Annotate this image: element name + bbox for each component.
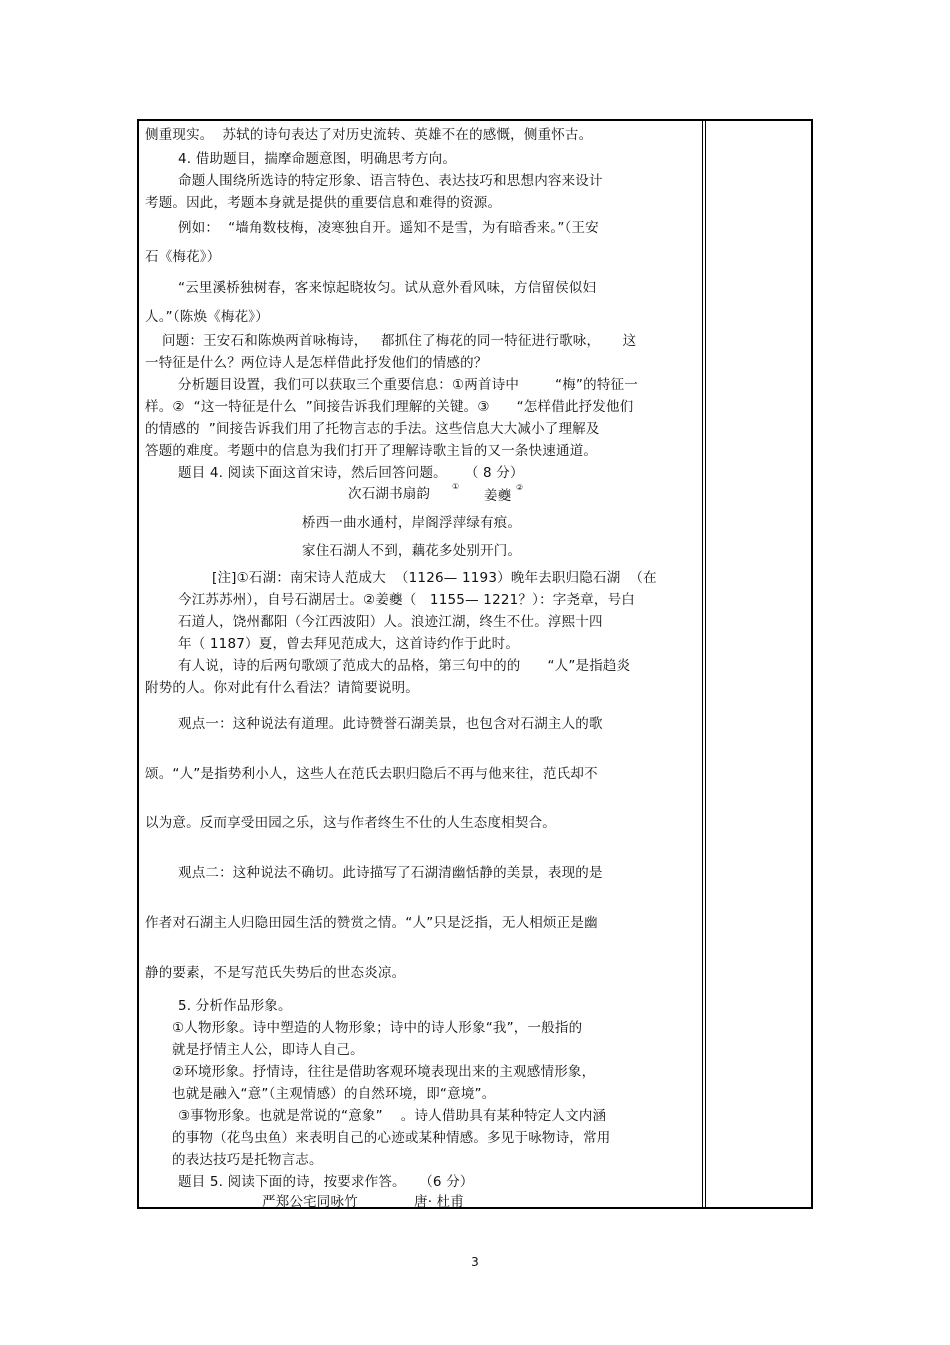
- text-line: ②环境形象。抒情诗，往往是借助客观环境表现出来的主观感情形象，: [172, 1064, 596, 1080]
- text-line: 分析题目设置，我们可以获取三个重要信息：①两首诗中 “梅”的特征一: [178, 377, 638, 393]
- answer-line: 颂。“人”是指势利小人，这些人在范氏去职归隐后不再与他来往，范氏却不: [145, 766, 598, 782]
- point-4-heading: 4. 借助题目，揣摩命题意图，明确思考方向。: [178, 151, 457, 167]
- text-line: 命题人围绕所选诗的特定形象、语言特色、表达技巧和思想内容来设计: [178, 173, 603, 189]
- text-line: 石《梅花》）: [145, 249, 221, 265]
- poem-author: 姜夔: [484, 488, 512, 504]
- text-line: 样。② “这一特征是什么 ”间接告诉我们理解的关键。③ “怎样借此抒发他们: [145, 399, 634, 415]
- text-line: 考题。因此，考题本身就是提供的重要信息和难得的资源。: [145, 195, 502, 211]
- text-line: 的表达技巧是托物言志。: [172, 1152, 323, 1168]
- answer-line: 以为意。反而享受田园之乐，这与作者终生不仕的人生态度相契合。: [145, 815, 556, 831]
- text-line: ③事物形象。也就是常说的“意象” 。诗人借助具有某种特定人文内涵: [178, 1108, 607, 1124]
- answer-line: 观点一：这种说法有道理。此诗赞誉石湖美景，也包含对石湖主人的歌: [178, 716, 603, 732]
- text-line: 的事物（花鸟虫鱼）来表明自己的心迹或某种情感。多见于咏物诗，常用: [172, 1130, 611, 1146]
- poem-line: 家住石湖人不到，藕花多处别开门。: [302, 543, 522, 559]
- text-line: 答题的难度。考题中的信息为我们打开了理解诗歌主旨的又一条快速通道。: [145, 443, 598, 459]
- text-line: 的情感的 ”间接告诉我们用了托物言志的手法。这些信息大大减小了理解及: [145, 421, 600, 437]
- annotation-line: 年（ 1187）夏，曾去拜见范成大，这首诗约作于此时。: [178, 636, 520, 652]
- text-line: 侧重现实。 苏轼的诗句表达了对历史流转、英雄不在的感慨，侧重怀古。: [145, 127, 593, 143]
- answer-line: 静的要素，不是写范氏失势后的世态炎凉。: [145, 965, 406, 981]
- text-line: “云里溪桥独树春，客来惊起晓妆匀。试从意外看风味，方信留侯似妇: [178, 280, 597, 296]
- column-divider-inner: [705, 119, 706, 1209]
- footnote-mark: ①: [452, 482, 460, 491]
- text-line: 例如： “墙角数枝梅，凌寒独自开。遥知不是雪，为有暗香来。”（王安: [178, 220, 599, 236]
- column-divider: [702, 119, 703, 1209]
- answer-line: 作者对石湖主人归隐田园生活的赞赏之情。“人”只是泛指，无人相烦正是幽: [145, 915, 598, 931]
- annotation-line: [注]①石湖：南宋诗人范成大 （1126— 1193）晚年去职归隐石湖 （在: [212, 570, 657, 586]
- question-4-heading: 题目 4. 阅读下面这首宋诗，然后回答问题。 （ 8 分）: [178, 465, 524, 481]
- text-line: 问题：王安石和陈焕两首咏梅诗， 都抓住了梅花的同一特征进行歌咏， 这: [162, 333, 637, 349]
- poem-title: 严郑公宅同咏竹: [262, 1194, 358, 1210]
- footnote-mark: ②: [516, 483, 524, 492]
- poem-line: 桥西一曲水通村，岸阁浮萍绿有痕。: [302, 515, 522, 531]
- text-line: 有人说，诗的后两句歌颂了范成大的品格，第三句中的的 “人”是指趋炎: [178, 658, 631, 674]
- text-line: ①人物形象。诗中塑造的人物形象；诗中的诗人形象“我”，一般指的: [172, 1020, 583, 1036]
- text-line: 一特征是什么？两位诗人是怎样借此抒发他们的情感的？: [145, 355, 488, 371]
- answer-line: 观点二：这种说法不确切。此诗描写了石湖清幽恬静的美景，表现的是: [178, 865, 603, 881]
- question-5-heading: 题目 5. 阅读下面的诗，按要求作答。 （6 分）: [178, 1174, 474, 1190]
- poem-author: 唐· 杜甫: [414, 1194, 465, 1210]
- page-number: 3: [471, 1255, 479, 1269]
- point-5-heading: 5. 分析作品形象。: [178, 998, 292, 1014]
- text-line: 也就是融入“意”（主观情感）的自然环境，即“意境”。: [172, 1086, 496, 1102]
- poem-title: 次石湖书扇韵: [348, 486, 431, 502]
- text-line: 人。”（陈焕《梅花》）: [145, 309, 269, 325]
- text-line: 附势的人。你对此有什么看法？请简要说明。: [145, 680, 419, 696]
- text-line: 就是抒情主人公，即诗人自己。: [172, 1042, 364, 1058]
- annotation-line: 石道人，饶州鄱阳（今江西波阳）人。浪迹江湖，终生不仕。淳熙十四: [178, 614, 603, 630]
- annotation-line: 今江苏苏州），自号石湖居士。②姜夔（ 1155— 1221？）：字尧章，号白: [178, 592, 635, 608]
